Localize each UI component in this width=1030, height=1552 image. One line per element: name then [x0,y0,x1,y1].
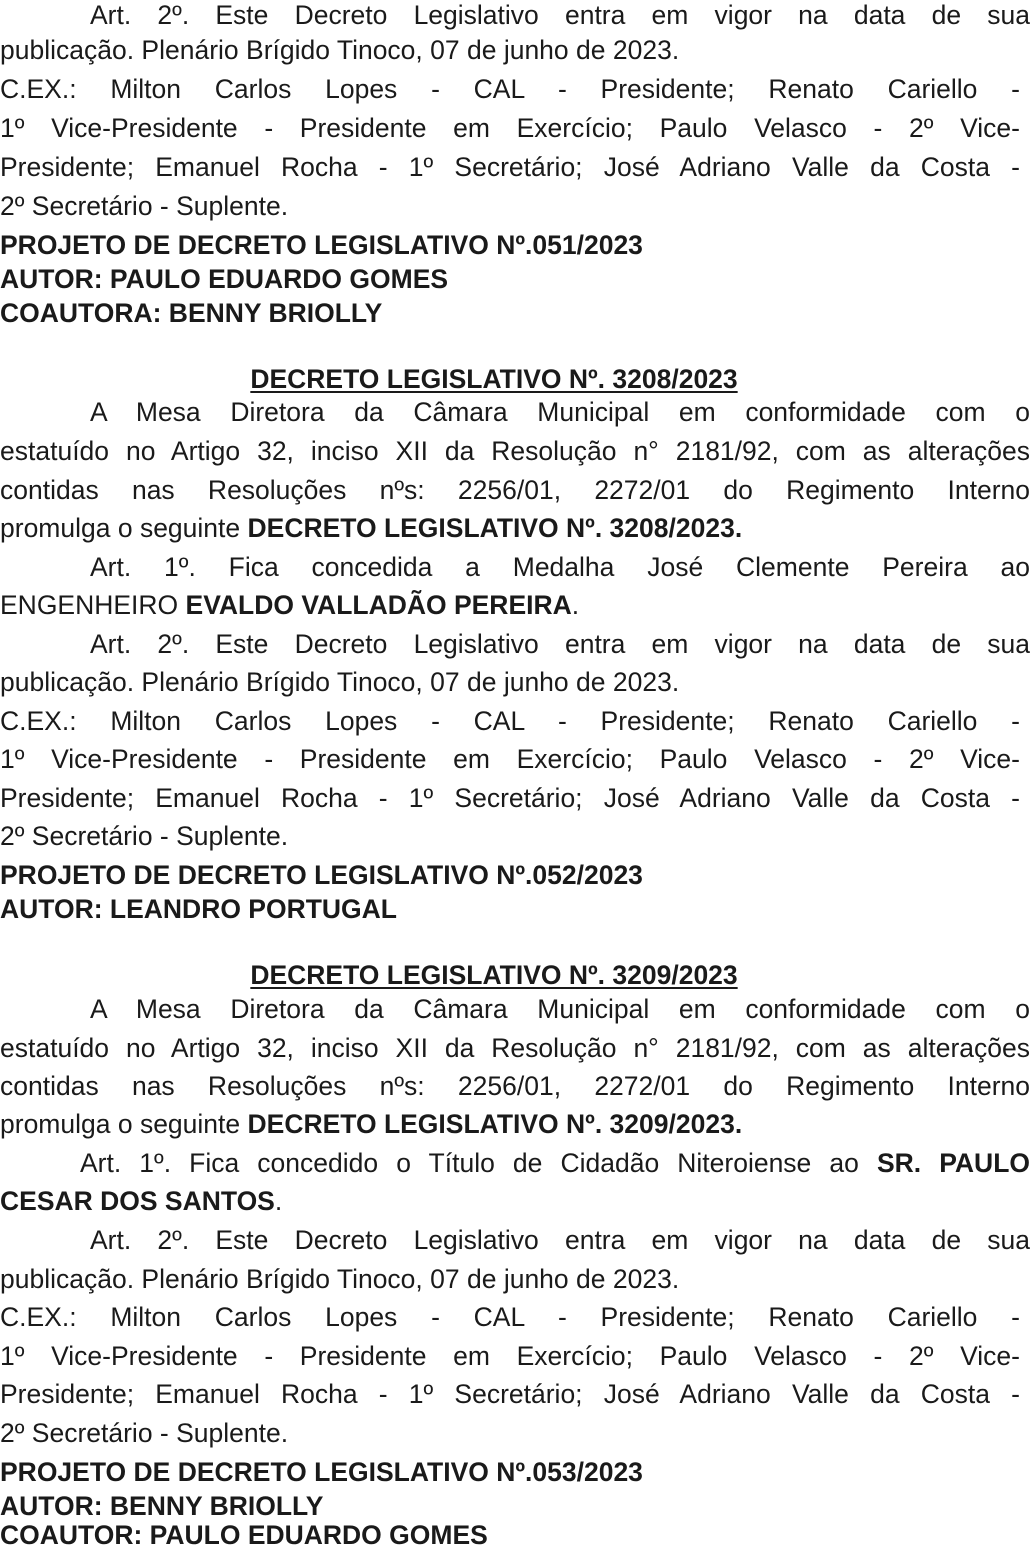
art2-line-1: Art. 2º. Este Decreto Legislativo entra em vigor na data de sua [90,0,1030,30]
projeto-heading: PROJETO DE DECRETO LEGISLATIVO Nº.053/2023 [0,1457,643,1487]
mesa-line-4-text: promulga o seguinte [0,513,248,543]
mesa-line-4 [0,1105,1030,1143]
autor-line: AUTOR: PAULO EDUARDO GOMES [0,264,449,294]
art2-line-2: publicação. Plenário Brígido Tinoco, 07 de junho de 2023. [0,1264,680,1294]
cex-line-4: 2º Secretário - Suplente. [0,191,289,221]
coautor-line: COAUTOR: PAULO EDUARDO GOMES [0,1520,488,1550]
mesa-line-2: estatuído no Artigo 32, inciso XII da Resolução n° 2181/92, com as alterações [0,436,1030,466]
coautor-line: COAUTORA: BENNY BRIOLLY [0,298,383,328]
cex-line-3: Presidente; Emanuel Rocha - 1º Secretário; José Adriano Valle da Costa - [0,1379,1020,1409]
art1-line-2 [0,1182,1030,1220]
cex-line-1: C.EX.: Milton Carlos Lopes - CAL - Presidente; Renato Cariello - [0,74,1020,104]
projeto-heading: PROJETO DE DECRETO LEGISLATIVO Nº.051/2023 [0,230,643,260]
cex-line-2: 1º Vice-Presidente - Presidente em Exercício; Paulo Velasco - 2º Vice- [0,113,1020,143]
art2-line-2: publicação. Plenário Brígido Tinoco, 07 de junho de 2023. [0,35,680,65]
art1-line-2-period: . [274,1186,283,1216]
cex-line-2: 1º Vice-Presidente - Presidente em Exercício; Paulo Velasco - 2º Vice- [0,1341,1020,1371]
cex-line-1: C.EX.: Milton Carlos Lopes - CAL - Presidente; Renato Cariello - [0,706,1020,736]
art2-line-2: publicação. Plenário Brígido Tinoco, 07 de junho de 2023. [0,667,680,697]
decreto-title: DECRETO LEGISLATIVO Nº. 3209/2023 [250,960,738,990]
art1-line-2 [0,586,1030,624]
honoree-name-part-1: SR. PAULO [876,1148,1030,1178]
decreto-number-bold: DECRETO LEGISLATIVO Nº. 3208/2023. [247,513,743,543]
mesa-line-3: contidas nas Resoluções nºs: 2256/01, 2272/01 do Regimento Interno [0,1071,1030,1101]
projeto-heading: PROJETO DE DECRETO LEGISLATIVO Nº.052/2023 [0,860,643,890]
decreto-title: DECRETO LEGISLATIVO Nº. 3208/2023 [250,364,738,394]
cex-line-2: 1º Vice-Presidente - Presidente em Exercício; Paulo Velasco - 2º Vice- [0,744,1020,774]
art2-line-1: Art. 2º. Este Decreto Legislativo entra em vigor na data de sua [90,1225,1030,1255]
mesa-line-4-text: promulga o seguinte [0,1109,248,1139]
cex-line-3: Presidente; Emanuel Rocha - 1º Secretário; José Adriano Valle da Costa - [0,152,1020,182]
autor-line: AUTOR: BENNY BRIOLLY [0,1491,324,1521]
honoree-name: EVALDO VALLADÃO PEREIRA [185,590,572,620]
art2-line-1: Art. 2º. Este Decreto Legislativo entra em vigor na data de sua [90,629,1030,659]
mesa-line-1: A Mesa Diretora da Câmara Municipal em conformidade com o [90,397,1030,427]
mesa-line-2: estatuído no Artigo 32, inciso XII da Resolução n° 2181/92, com as alterações [0,1033,1030,1063]
art1-line-1-text: Art. 1º. Fica concedido o Título de Cidadão Niteroiense ao [80,1148,877,1178]
art1-line-1: Art. 1º. Fica concedida a Medalha José Clemente Pereira ao [90,552,1030,582]
mesa-line-1: A Mesa Diretora da Câmara Municipal em conformidade com o [90,994,1030,1024]
decreto-number-bold: DECRETO LEGISLATIVO Nº. 3209/2023. [247,1109,743,1139]
honoree-name-part-2: CESAR DOS SANTOS [0,1186,275,1216]
mesa-line-3: contidas nas Resoluções nºs: 2256/01, 2272/01 do Regimento Interno [0,475,1030,505]
cex-line-1: C.EX.: Milton Carlos Lopes - CAL - Presidente; Renato Cariello - [0,1302,1020,1332]
art1-line-2-period: . [571,590,580,620]
cex-line-3: Presidente; Emanuel Rocha - 1º Secretário; José Adriano Valle da Costa - [0,783,1020,813]
cex-line-4: 2º Secretário - Suplente. [0,1418,289,1448]
autor-line: AUTOR: LEANDRO PORTUGAL [0,894,397,924]
cex-line-4: 2º Secretário - Suplente. [0,821,289,851]
art1-line-1 [0,1144,1030,1182]
mesa-line-4 [0,509,1030,547]
art1-line-2-text: ENGENHEIRO [0,590,186,620]
